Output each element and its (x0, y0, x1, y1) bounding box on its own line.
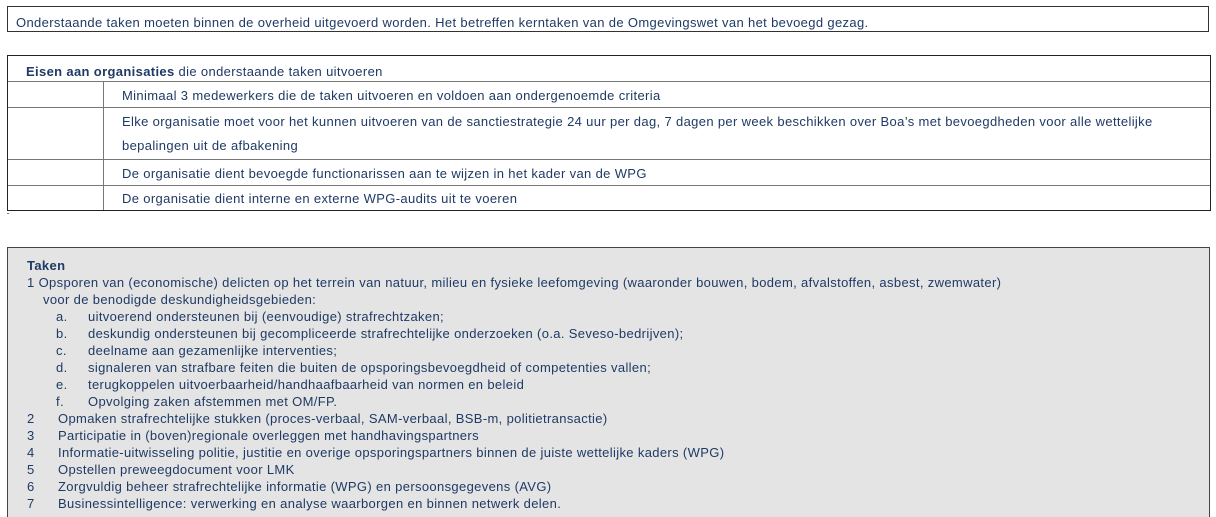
task-number: 4 (27, 445, 35, 460)
subtask-c (27, 342, 1209, 359)
subtask-text: Opvolging zaken afstemmen met OM/FP. (88, 394, 338, 409)
task-item-1 (27, 274, 1209, 291)
task-number: 6 (27, 479, 35, 494)
requirement-empty-cell (8, 108, 104, 159)
requirement-row (8, 82, 1210, 108)
requirement-text: Minimaal 3 medewerkers die de taken uitvoeren en voldoen aan ondergenoemde criteria (122, 88, 661, 103)
requirement-empty-cell (8, 186, 104, 210)
requirement-row (8, 160, 1210, 186)
stray-dot (7, 213, 9, 214)
requirement-row (8, 186, 1210, 210)
task-number: 5 (27, 462, 35, 477)
requirements-heading (8, 56, 1210, 82)
intro-text: Onderstaande taken moeten binnen de overheid uitgevoerd worden. Het betreffen kerntaken van de Omgevingswet van het bevoegd gezag. (16, 15, 869, 30)
subtask-b (27, 325, 1209, 342)
subtask-label: a. (56, 309, 68, 324)
subtask-label: b. (56, 326, 68, 341)
task-number: 7 (27, 496, 35, 511)
subtask-label: f. (56, 394, 64, 409)
tasks-title: Taken (27, 258, 66, 273)
task-item-4 (27, 444, 1209, 461)
subtask-text: uitvoerend ondersteunen bij (eenvoudige) strafrechtzaken; (88, 309, 444, 324)
task-text: Opsporen van (economische) delicten op het terrein van natuur, milieu en fysieke leefomgeving (waaronder bouwen, bodem, afvalstoffen, asbest, zwemwater) (38, 275, 1002, 290)
requirements-heading-rest: die onderstaande taken uitvoeren (174, 64, 383, 79)
task-number: 2 (27, 411, 35, 426)
task-item-7 (27, 495, 1209, 512)
subtask-text: terugkoppelen uitvoerbaarheid/handhaafbaarheid van normen en beleid (88, 377, 525, 392)
requirement-text: De organisatie dient bevoegde functionarissen aan te wijzen in het kader van de WPG (122, 166, 647, 181)
requirement-empty-cell (8, 82, 104, 107)
subtask-a (27, 308, 1209, 325)
subtask-text: deskundig ondersteunen bij gecompliceerde strafrechtelijke onderzoeken (o.a. Seveso-bedrijven); (88, 326, 684, 341)
task-text: Businessintelligence: verwerking en analyse waarborgen en binnen netwerk delen. (58, 496, 562, 511)
requirements-table (7, 55, 1211, 211)
requirement-row (8, 108, 1210, 160)
subtask-d (27, 359, 1209, 376)
task-item-1-continuation: voor de benodigde deskundigheidsgebieden: (43, 292, 317, 307)
subtask-text: deelname aan gezamenlijke interventies; (88, 343, 338, 358)
subtask-text: signaleren van strafbare feiten die buiten de opsporingsbevoegdheid of competenties vallen; (88, 360, 652, 375)
requirement-empty-cell (8, 160, 104, 185)
task-text: Opmaken strafrechtelijke stukken (proces-verbaal, SAM-verbaal, BSB-m, politietransactie) (58, 411, 608, 426)
requirements-heading-bold: Eisen aan organisaties (26, 64, 175, 79)
subtask-label: d. (56, 360, 68, 375)
intro-box (7, 6, 1209, 32)
task-text: Zorgvuldig beheer strafrechtelijke informatie (WPG) en persoonsgegevens (AVG) (58, 479, 552, 494)
task-number: 3 (27, 428, 35, 443)
subtask-f (27, 393, 1209, 410)
task-item-2 (27, 410, 1209, 427)
task-text: Opstellen preweegdocument voor LMK (58, 462, 295, 477)
task-text: Informatie-uitwisseling politie, justitie en overige opsporingspartners binnen de juiste wettelijke kaders (WPG) (58, 445, 725, 460)
requirement-text: Elke organisatie moet voor het kunnen uitvoeren van de sanctiestrategie 24 uur per dag, 7 dagen per week beschikken over Boa’s met bevoegdheden voor alle wettelijke bepalingen uit de afbakening (122, 114, 1153, 153)
subtask-label: e. (56, 377, 68, 392)
task-number: 1 (27, 275, 35, 290)
task-item-6 (27, 478, 1209, 495)
tasks-box (7, 247, 1210, 517)
subtask-e (27, 376, 1209, 393)
task-item-3 (27, 427, 1209, 444)
subtask-label: c. (56, 343, 67, 358)
task-item-5 (27, 461, 1209, 478)
task-text: Participatie in (boven)regionale overleggen met handhavingspartners (58, 428, 479, 443)
requirement-text: De organisatie dient interne en externe WPG-audits uit te voeren (122, 191, 518, 206)
